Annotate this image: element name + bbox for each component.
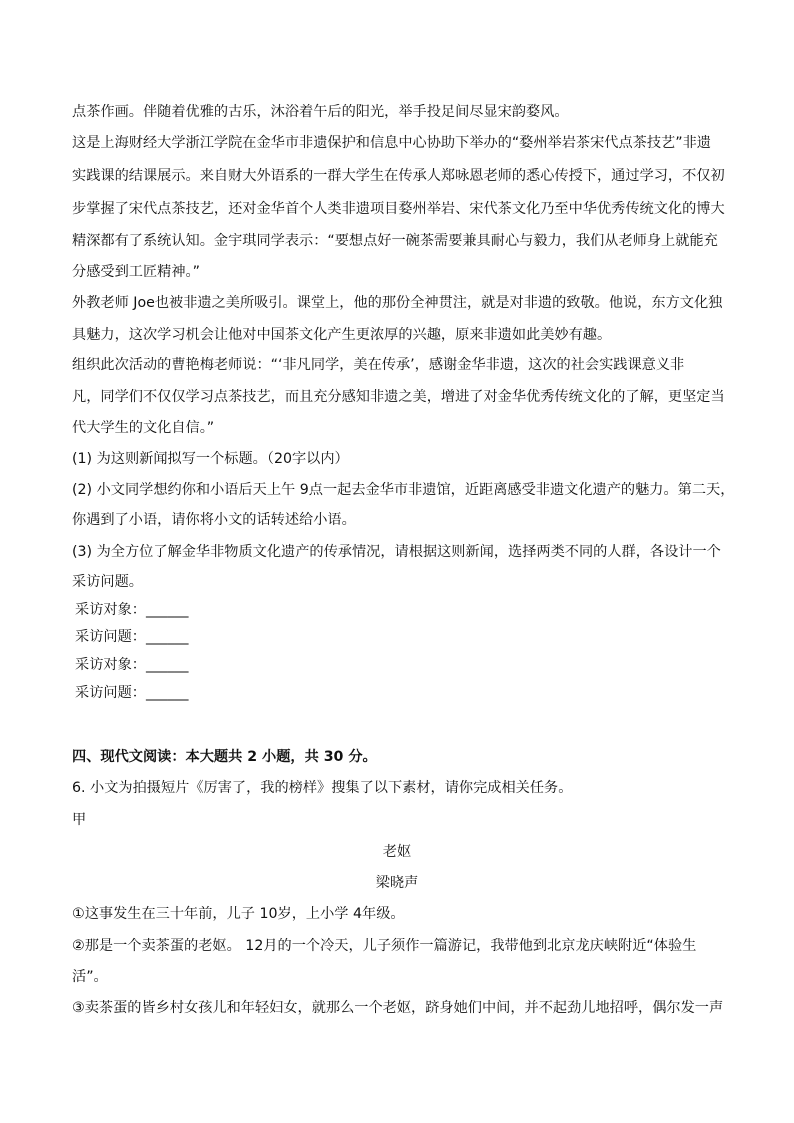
- interview-blank: 采访对象：______: [75, 657, 189, 673]
- section-heading: 四、现代文阅读：本大题共 2 小题，共 30 分。: [72, 749, 377, 765]
- news-paragraph-intro: 点茶作画。伴随着优雅的古乐，沐浴着午后的阳光，举手投足间尽显宋韵婺风。: [72, 104, 569, 120]
- news-paragraph-line: 实践课的结课展示。来自财大外语系的一群大学生在传承人郑咏恩老师的悉心传授下，通过学习，不仅初: [72, 168, 725, 184]
- news-paragraph-line: 分感受到工匠精神。”: [72, 264, 200, 280]
- article-paragraph-line: ③卖茶蛋的皆乡村女孩儿和年轻妇女，就那么一个老妪，跻身她们中间，并不起劲儿地招呼，偶尔发一声: [72, 1000, 724, 1016]
- news-paragraph-line: 步掌握了宋代点茶技艺，还对金华首个人类非遗项目婺州举岩、宋代茶文化乃至中华优秀传统文化的博大: [72, 201, 725, 217]
- article-paragraph-line: ②那是一个卖茶蛋的老妪。 12月的一个冷天，儿子须作一篇游记，我带他到北京龙庆峡附近“体验生: [72, 938, 697, 954]
- news-paragraph-line: 这是上海财经大学浙江学院在金华市非遗保护和信息中心协助下举办的“婺州举岩茶宋代点茶技艺”非遗: [72, 135, 711, 151]
- article-paragraph-line: ①这事发生在三十年前，儿子 10岁，上小学 4年级。: [72, 906, 405, 922]
- question-2-line: 你遇到了小语，请你将小文的话转述给小语。: [72, 512, 356, 528]
- question-3-line: 采访问题。: [72, 574, 143, 590]
- news-paragraph-line: 代大学生的文化自信。”: [72, 420, 215, 436]
- material-label: 甲: [72, 812, 87, 828]
- interview-blank: 采访问题：______: [75, 629, 189, 645]
- news-paragraph-line: 具魅力，这次学习机会让他对中国茶文化产生更浓厚的兴趣，原来非遗如此美妙有趣。: [72, 327, 612, 343]
- news-paragraph-line: 组织此次活动的曹艳梅老师说：“‘非凡同学，美在传承’，感谢金华非遗，这次的社会实践课意义非: [72, 357, 685, 373]
- interview-blank: 采访问题：______: [75, 685, 189, 701]
- question-3-line: (3) 为全方位了解金华非物质文化遗产的传承情况，请根据这则新闻，选择两类不同的人群，各设计一个: [72, 544, 721, 560]
- news-paragraph-line: 外教老师 Joe也被非遗之美所吸引。课堂上，他的那份全神贯注，就是对非遗的致敬。他说，东方文化独: [72, 295, 723, 311]
- news-paragraph-line: 精深都有了系统认知。金宇琪同学表示：“要想点好一碗茶需要兼具耐心与毅力，我们从老师身上就能充: [72, 233, 718, 249]
- question-6: 6. 小文为拍摄短片《厉害了，我的榜样》搜集了以下素材，请你完成相关任务。: [72, 780, 573, 796]
- article-author: 梁晓声: [375, 875, 419, 891]
- interview-blank: 采访对象：______: [75, 602, 189, 618]
- article-title: 老妪: [382, 844, 412, 860]
- question-1: (1) 为这则新闻拟写一个标题。（20字以内）: [72, 451, 349, 467]
- article-paragraph-line: 活”。: [72, 969, 108, 985]
- news-paragraph-line: 凡，同学们不仅仅学习点茶技艺，而且充分感知非遗之美，增进了对金华优秀传统文化的了解，更坚定当: [72, 389, 725, 405]
- question-2-line: (2) 小文同学想约你和小语后天上午 9点一起去金华市非遗馆，近距离感受非遗文化遗产的魅力。第二天，: [72, 482, 735, 498]
